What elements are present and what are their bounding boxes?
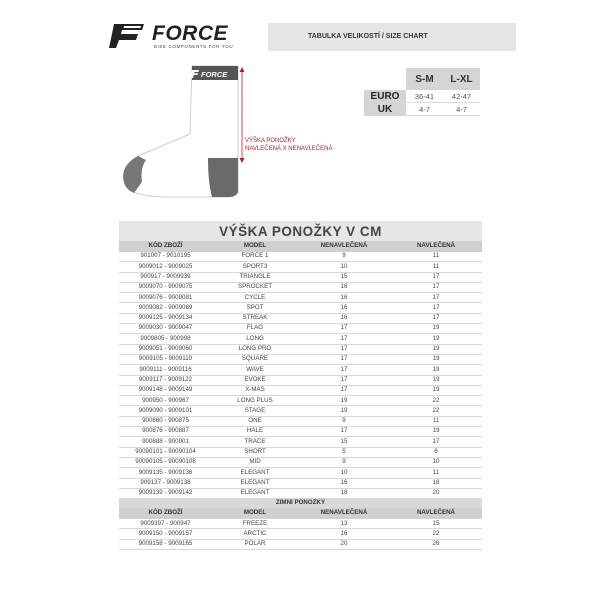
height-worn-cell: 22 bbox=[390, 396, 482, 406]
height-unworn-cell: 16 bbox=[298, 303, 390, 313]
table-row bbox=[119, 375, 482, 385]
model-cell: ONE bbox=[212, 416, 298, 426]
sock-height-label-line1: VÝŠKA PONOŽKY bbox=[245, 138, 296, 144]
height-worn-cell: 19 bbox=[390, 385, 482, 395]
model-cell: HALE bbox=[212, 427, 298, 437]
size-chart-corner bbox=[364, 68, 406, 90]
size-column-header: S-M bbox=[406, 68, 443, 90]
model-cell: EVOKE bbox=[212, 375, 298, 385]
height-worn-cell: 17 bbox=[390, 313, 482, 323]
model-cell: WAVE bbox=[212, 365, 298, 375]
product-code-cell: 900950 - 900967 bbox=[119, 396, 212, 406]
product-code-cell: 9009090 - 9009101 bbox=[119, 406, 212, 416]
model-cell: X-MAS bbox=[212, 385, 298, 395]
product-code-cell: 900860 - 900875 bbox=[119, 416, 212, 426]
size-value: 36-41 bbox=[406, 90, 443, 103]
height-worn-cell: 19 bbox=[390, 365, 482, 375]
table-row bbox=[119, 447, 482, 457]
model-cell: TRACE bbox=[212, 437, 298, 447]
column-header: MODEL bbox=[212, 241, 298, 252]
height-unworn-cell: 13 bbox=[298, 519, 390, 529]
column-header: NENAVLEČENÁ bbox=[298, 241, 390, 252]
model-cell: LONG PLUS bbox=[212, 396, 298, 406]
model-cell: ELEGANT bbox=[212, 478, 298, 488]
sock-height-grid-body bbox=[119, 241, 482, 550]
table-row bbox=[119, 529, 482, 539]
height-worn-cell: 19 bbox=[390, 344, 482, 354]
table-header-row bbox=[119, 241, 482, 252]
height-worn-cell: 15 bbox=[390, 519, 482, 529]
height-unworn-cell: 17 bbox=[298, 344, 390, 354]
height-worn-cell: 19 bbox=[390, 334, 482, 344]
product-code-cell: 900917 - 9009939 bbox=[119, 272, 212, 282]
size-chart-row bbox=[364, 103, 480, 116]
size-value: 4-7 bbox=[406, 103, 443, 116]
height-unworn-cell: 20 bbox=[298, 539, 390, 549]
height-worn-cell: 17 bbox=[390, 293, 482, 303]
table-header-row bbox=[119, 508, 482, 519]
product-code-cell: 90090105 - 90090108 bbox=[119, 457, 212, 467]
model-cell: ELEGANT bbox=[212, 488, 298, 498]
model-cell: FLAG bbox=[212, 324, 298, 334]
height-worn-cell: 18 bbox=[390, 478, 482, 488]
sock-heel bbox=[208, 158, 238, 197]
product-code-cell: 9009117 - 9009122 bbox=[119, 375, 212, 385]
table-row bbox=[119, 457, 482, 467]
table-row bbox=[119, 478, 482, 488]
sock-height-label bbox=[245, 137, 332, 153]
product-code-cell: 9009012 - 9009025 bbox=[119, 262, 212, 272]
height-unworn-cell: 10 bbox=[298, 468, 390, 478]
height-worn-cell: 17 bbox=[390, 282, 482, 292]
model-cell: LONG PRO bbox=[212, 344, 298, 354]
product-code-cell: 9009158 - 9009165 bbox=[119, 539, 212, 549]
height-unworn-cell: 17 bbox=[298, 354, 390, 364]
table-row bbox=[119, 519, 482, 529]
table-row bbox=[119, 396, 482, 406]
height-unworn-cell: 5 bbox=[298, 447, 390, 457]
size-chart-header-row bbox=[364, 68, 480, 90]
height-unworn-cell: 18 bbox=[298, 488, 390, 498]
table-row bbox=[119, 303, 482, 313]
model-cell: ARCTIC bbox=[212, 529, 298, 539]
table-row bbox=[119, 282, 482, 292]
height-worn-cell: 19 bbox=[390, 427, 482, 437]
product-code-cell: 9009030 - 9009047 bbox=[119, 324, 212, 334]
table-row bbox=[119, 262, 482, 272]
height-unworn-cell: 16 bbox=[298, 313, 390, 323]
height-unworn-cell: 9 bbox=[298, 252, 390, 262]
model-cell: STREAK bbox=[212, 313, 298, 323]
height-unworn-cell: 16 bbox=[298, 529, 390, 539]
product-code-cell: 909137 - 9009138 bbox=[119, 478, 212, 488]
height-unworn-cell: 15 bbox=[298, 272, 390, 282]
height-unworn-cell: 17 bbox=[298, 427, 390, 437]
height-worn-cell: 10 bbox=[390, 457, 482, 467]
table-row bbox=[119, 365, 482, 375]
product-code-cell: 9009397 - 900947 bbox=[119, 519, 212, 529]
brand-name: FORCE bbox=[152, 22, 228, 45]
height-worn-cell: 17 bbox=[390, 303, 482, 313]
table-row bbox=[119, 427, 482, 437]
column-header: KÓD ZBOŽÍ bbox=[119, 508, 212, 519]
product-code-cell: 9009105 - 9009110 bbox=[119, 354, 212, 364]
arrow-down-icon bbox=[240, 158, 245, 163]
table-row bbox=[119, 468, 482, 478]
height-unworn-cell: 17 bbox=[298, 385, 390, 395]
model-cell: SHORT bbox=[212, 447, 298, 457]
column-header: NENAVLEČENÁ bbox=[298, 508, 390, 519]
size-chart-table bbox=[364, 68, 480, 116]
height-worn-cell: 17 bbox=[390, 437, 482, 447]
height-unworn-cell: 16 bbox=[298, 293, 390, 303]
height-worn-cell: 11 bbox=[390, 262, 482, 272]
table-row bbox=[119, 313, 482, 323]
table-row bbox=[119, 324, 482, 334]
height-unworn-cell: 17 bbox=[298, 375, 390, 385]
table-row bbox=[119, 252, 482, 262]
table-row bbox=[119, 385, 482, 395]
column-header: NAVLEČENÁ bbox=[390, 241, 482, 252]
header bbox=[108, 20, 516, 54]
height-worn-cell: 19 bbox=[390, 354, 482, 364]
force-logo-mark-icon bbox=[108, 22, 148, 50]
model-cell: SQUARE bbox=[212, 354, 298, 364]
table-row bbox=[119, 437, 482, 447]
height-worn-cell: 19 bbox=[390, 324, 482, 334]
height-unworn-cell: 16 bbox=[298, 478, 390, 488]
model-cell: CYCLE bbox=[212, 293, 298, 303]
height-unworn-cell: 19 bbox=[298, 406, 390, 416]
size-region-label: UK bbox=[364, 103, 406, 116]
height-worn-cell: 22 bbox=[390, 406, 482, 416]
height-unworn-cell: 17 bbox=[298, 334, 390, 344]
height-worn-cell: 20 bbox=[390, 488, 482, 498]
model-cell: ELEGANT bbox=[212, 468, 298, 478]
model-cell: SPROCKET bbox=[212, 282, 298, 292]
model-cell: STAGE bbox=[212, 406, 298, 416]
arrow-up-icon bbox=[240, 67, 245, 72]
table-row bbox=[119, 539, 482, 549]
table-row bbox=[119, 354, 482, 364]
table-row bbox=[119, 344, 482, 354]
model-cell: LONG bbox=[212, 334, 298, 344]
svg-text:FORCE: FORCE bbox=[201, 70, 228, 79]
sock-height-grid bbox=[119, 241, 482, 550]
table-row bbox=[119, 293, 482, 303]
winter-section-label: ZIMNÍ PONOŽKY bbox=[119, 499, 482, 509]
force-logo bbox=[108, 22, 254, 52]
height-worn-cell: 11 bbox=[390, 468, 482, 478]
product-code-cell: 9009070 - 9009075 bbox=[119, 282, 212, 292]
page-title bbox=[268, 23, 516, 51]
height-unworn-cell: 16 bbox=[298, 282, 390, 292]
product-code-cell: 9009805 - 900998 bbox=[119, 334, 212, 344]
product-code-cell: 9009076 - 9009081 bbox=[119, 293, 212, 303]
height-unworn-cell: 9 bbox=[298, 457, 390, 467]
table-row bbox=[119, 272, 482, 282]
model-cell: MID bbox=[212, 457, 298, 467]
model-cell: POLAR bbox=[212, 539, 298, 549]
winter-section-row bbox=[119, 499, 482, 509]
height-unworn-cell: 9 bbox=[298, 416, 390, 426]
height-worn-cell: 6 bbox=[390, 447, 482, 457]
model-cell: FORCE 1 bbox=[212, 252, 298, 262]
size-value: 42-47 bbox=[443, 90, 480, 103]
product-code-cell: 9009082 - 9009089 bbox=[119, 303, 212, 313]
brand-tagline: BIKE COMPONENTS FOR YOU bbox=[154, 44, 234, 49]
sock-height-label-line2: NAVLEČENÁ X NENAVLEČENÁ bbox=[245, 146, 333, 152]
height-unworn-cell: 17 bbox=[298, 365, 390, 375]
sock-height-table-title: VÝŠKA PONOŽKY V CM bbox=[119, 221, 482, 241]
product-code-cell: 90090101 - 90090104 bbox=[119, 447, 212, 457]
model-cell: SPOT bbox=[212, 303, 298, 313]
height-worn-cell: 26 bbox=[390, 539, 482, 549]
model-cell: FREEZE bbox=[212, 519, 298, 529]
column-header: NAVLEČENÁ bbox=[390, 508, 482, 519]
product-code-cell: 9009135 - 9009136 bbox=[119, 468, 212, 478]
product-code-cell: 9009150 - 9009157 bbox=[119, 529, 212, 539]
product-code-cell: 900876 - 900887 bbox=[119, 427, 212, 437]
product-code-cell: 901007 - 9010195 bbox=[119, 252, 212, 262]
size-column-header: L-XL bbox=[443, 68, 480, 90]
table-row bbox=[119, 488, 482, 498]
height-unworn-cell: 17 bbox=[298, 324, 390, 334]
column-header: MODEL bbox=[212, 508, 298, 519]
product-code-cell: 900888 - 900901 bbox=[119, 437, 212, 447]
size-region-label: EURO bbox=[364, 90, 406, 103]
table-row bbox=[119, 334, 482, 344]
sock-height-table bbox=[119, 221, 482, 550]
product-code-cell: 9009111 - 9009116 bbox=[119, 365, 212, 375]
height-worn-cell: 11 bbox=[390, 252, 482, 262]
model-cell: SPORT3 bbox=[212, 262, 298, 272]
column-header: KÓD ZBOŽÍ bbox=[119, 241, 212, 252]
model-cell: TRIANGLE bbox=[212, 272, 298, 282]
height-worn-cell: 11 bbox=[390, 416, 482, 426]
height-unworn-cell: 15 bbox=[298, 437, 390, 447]
table-row bbox=[119, 406, 482, 416]
size-chart-row bbox=[364, 90, 480, 103]
sock-illustration bbox=[118, 62, 248, 202]
size-value: 4-7 bbox=[443, 103, 480, 116]
sock-cuff-logo bbox=[190, 69, 234, 79]
height-unworn-cell: 19 bbox=[298, 396, 390, 406]
page-title-text: TABULKA VELIKOSTÍ / SIZE CHART bbox=[308, 33, 428, 40]
product-code-cell: 9009139 - 9009142 bbox=[119, 488, 212, 498]
height-unworn-cell: 10 bbox=[298, 262, 390, 272]
product-code-cell: 9009148 - 9009149 bbox=[119, 385, 212, 395]
height-worn-cell: 19 bbox=[390, 375, 482, 385]
table-row bbox=[119, 416, 482, 426]
product-code-cell: 9009051 - 9009060 bbox=[119, 344, 212, 354]
height-worn-cell: 17 bbox=[390, 272, 482, 282]
product-code-cell: 9009125 - 9009134 bbox=[119, 313, 212, 323]
height-worn-cell: 22 bbox=[390, 529, 482, 539]
